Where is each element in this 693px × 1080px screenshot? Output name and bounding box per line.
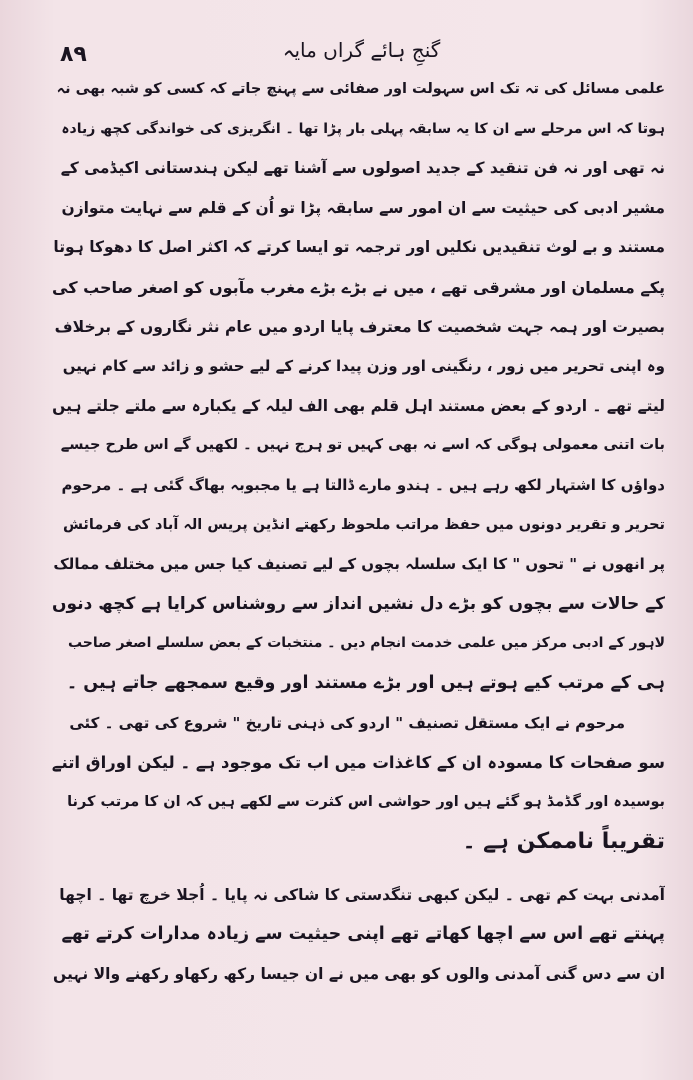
text-line: آمدنی بہت کم تھی ۔ لیکن کبھی تنگدستی کا شاکی نہ پایا ۔ اُجلا خرچ تھا ۔ اچھا (59, 885, 665, 904)
paragraph-gap (52, 862, 665, 876)
text-line: کے حالات سے بچوں کو بڑے دل نشیں انداز سے روشناس کرایا ہے کچھ دنوں (52, 593, 665, 614)
text-line: ہی کے مرتب کیے ہوتے ہیں اور بڑے مستند اور وقیع سمجھے جاتے ہیں ۔ (66, 672, 665, 693)
paragraph (52, 876, 665, 995)
text-line: بصیرت اور ہمہ جہت شخصیت کا معترف پایا اردو میں عام نثر نگاروں کے برخلاف (54, 317, 665, 336)
text-line: مستند و بے لوث تنقیدیں نکلیں اور ترجمہ تو ایسا کرتے کہ اکثر اصل کا دھوکا ہوتا (53, 238, 665, 257)
running-title: گنجِ ہائے گراں مایہ (282, 38, 441, 62)
page-number: ٨٩ (60, 42, 87, 67)
body-text (52, 70, 665, 995)
text-line: لاہور کے ادبی مرکز میں علمی خدمت انجام دیں ۔ منتخبات کے بعض سلسلے اصغر صاحب (67, 635, 665, 652)
text-line: ہوتا کہ اس مرحلے سے ان کا یہ سابقہ پہلی بار پڑا تھا ۔ انگریزی کی خواندگی کچھ زیادہ (61, 120, 665, 137)
paragraph (52, 70, 665, 704)
text-line: تحریر و تقریر دونوں میں حفظ مراتب ملحوظ رکھتے انڈین پریس الہ آباد کی فرمائش (62, 516, 665, 533)
text-line: بات اتنی معمولی ہوگی کہ اسے نہ بھی کہیں تو ہرج نہیں ۔ لکھیں گے اس طرح جیسے (60, 437, 665, 454)
text-line: وہ اپنی تحریر میں زور ، رنگینی اور وزن پیدا کرنے کے لیے حشو و زائد سے کام نہیں (62, 357, 665, 376)
text-line: بوسیدہ اور گڈمڈ ہو گئے ہیں اور حواشی اس کثرت سے لکھے ہیں کہ ان کا مرتب کرنا (67, 793, 665, 810)
text-line: علمی مسائل کی تہ تک اس سہولت اور صفائی سے پہنچ جاتے کہ کسی کو شبہ بھی نہ (56, 81, 665, 97)
text-line: سو صفحات کا مسودہ ان کے کاغذات میں اب تک موجود ہے ۔ لیکن اوراق اتنے (52, 753, 665, 773)
text-line: مرحوم نے ایک مستقل تصنیف " اردو کی ذہنی تاریخ " شروع کی تھی ۔ کئی (69, 713, 625, 732)
text-line: دواؤں کا اشتہار لکھ رہے ہیں ۔ ہندو مارے ڈالتا ہے یا مجبوبہ بھاگ گئی ہے ۔ مرحوم (61, 475, 665, 494)
text-line: پکے مسلمان اور مشرقی تھے ، میں نے بڑے بڑے مغرب مآبوں کو اصغر صاحب کی (52, 277, 665, 297)
text-line: پر انھوں نے " تحوں " کا ایک سلسلہ بچوں کے لیے تصنیف کیا جس میں مختلف ممالک (53, 555, 665, 574)
text-line: نہ تھی اور نہ فن تنقید کے جدید اصولوں سے آشنا تھے لیکن ہندستانی اکیڈمی کے (60, 159, 665, 178)
paragraph (52, 704, 665, 862)
text-line: مشیر ادبی کی حیثیت سے ان امور سے سابقہ پڑا تو اُن کے قلم سے نہایت متوازن (61, 198, 665, 217)
page-header (60, 38, 663, 70)
text-line: لیتے تھے ۔ اردو کے بعض مستند اہل قلم بھی الف لیلہ کے یکبارہ سے ملتے جلتے ہیں (52, 396, 665, 415)
text-line: پہنتے تھے اس سے اچھا کھاتے تھے اپنی حیثیت سے زیادہ مدارات کرتے تھے (61, 924, 665, 945)
text-line: تقریباً ناممکن ہے ۔ (462, 829, 665, 855)
text-line: ان سے دس گنی آمدنی والوں کو بھی میں نے ان جیسا رکھ رکھاو رکھنے والا نہیں (53, 965, 665, 984)
